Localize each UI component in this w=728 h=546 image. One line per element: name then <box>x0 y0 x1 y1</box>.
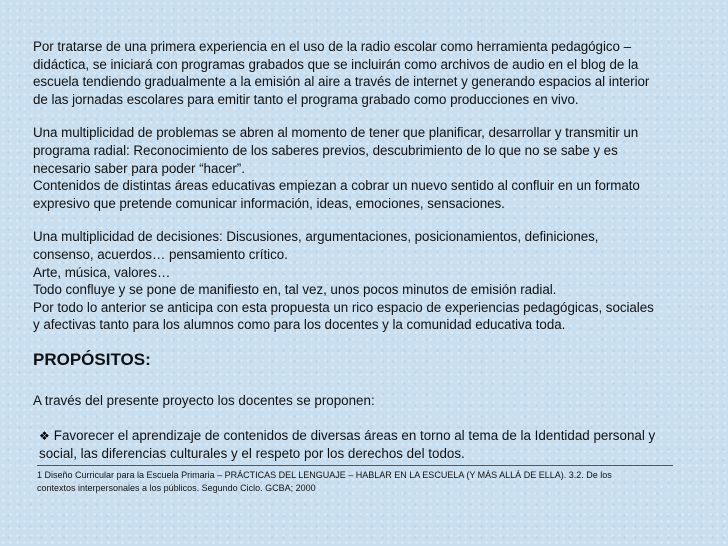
bullet-item <box>39 427 694 463</box>
paragraph-2 <box>33 124 694 212</box>
bullet-line: Favorecer el aprendizaje de contenidos de diversas áreas en torno al tema de la Identidad personal y <box>53 427 656 443</box>
paragraph-1-line: de las jornadas escolares para emitir tanto el programa grabado como producciones en vivo. <box>33 91 579 107</box>
intro-text: A través del presente proyecto los docentes se proponen: <box>33 392 375 408</box>
bullet-line: social, las diferencias culturales y el respeto por los derechos del todos. <box>39 446 465 462</box>
paragraph-3-line: Arte, música, valores… <box>33 264 171 280</box>
paragraph-1-line: escuela tendiendo gradualmente a la emisión al aire a través de internet y generando espacios al interior <box>33 74 650 90</box>
paragraph-1 <box>33 38 694 108</box>
paragraph-3-line: Una multiplicidad de decisiones: Discusiones, argumentaciones, posicionamientos, definiciones, <box>33 229 599 245</box>
paragraph-2-line: Una multiplicidad de problemas se abren al momento de tener que planificar, desarrollar y transmitir un <box>33 125 639 141</box>
footnote-line: 1 Diseño Curricular para la Escuela Primaria – PRÁCTICAS DEL LENGUAJE – HABLAR EN LA ESCUELA (Y MÁS ALLÁ DE ELLA). 3.2. De los <box>37 469 612 480</box>
footnote-divider <box>37 465 673 466</box>
paragraph-3-line: consenso, acuerdos… pensamiento crítico. <box>33 246 288 262</box>
diamond-bullet-icon: ❖ <box>39 428 50 443</box>
paragraph-3 <box>33 228 694 334</box>
section-heading: PROPÓSITOS: <box>33 349 151 369</box>
paragraph-2-line: expresivo que pretende comunicar información, ideas, emociones, sensaciones. <box>33 195 505 211</box>
paragraph-2-line: programa radial: Reconocimiento de los saberes previos, descubrimiento de lo que no se sabe y es <box>33 142 618 158</box>
paragraph-3-line: y afectivas tanto para los alumnos como para los docentes y la comunidad educativa toda. <box>33 317 566 333</box>
footnote-line: contextos interpersonales a los públicos. Segundo Ciclo. GCBA; 2000 <box>37 482 316 493</box>
footnote <box>37 469 694 495</box>
paragraph-1-line: Por tratarse de una primera experiencia en el uso de la radio escolar como herramienta pedagógico – <box>33 39 631 54</box>
paragraph-3-line: Todo confluye y se pone de manifiesto en, tal vez, unos pocos minutos de emisión radial. <box>33 282 557 298</box>
paragraph-2-line: Contenidos de distintas áreas educativas empiezan a cobrar un nuevo sentido al confluir en un formato <box>33 178 640 194</box>
paragraph-3-line: Por todo lo anterior se anticipa con esta propuesta un rico espacio de experiencias pedagógicas, sociales <box>33 299 654 315</box>
paragraph-1-line: didáctica, se iniciará con programas grabados que se incluirán como archivos de audio en el blog de la <box>33 56 639 72</box>
paragraph-2-line: necesario saber para poder “hacer”. <box>33 160 245 176</box>
